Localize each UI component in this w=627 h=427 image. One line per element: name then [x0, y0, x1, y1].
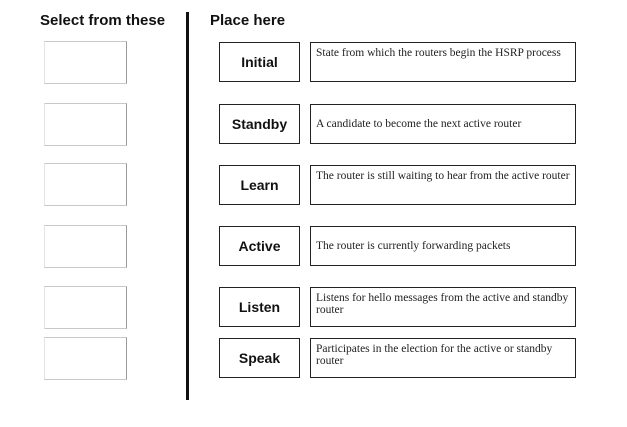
source-slot-3[interactable]	[44, 163, 127, 206]
source-heading: Select from these	[40, 12, 166, 29]
target-heading: Place here	[210, 12, 286, 29]
drag-item-listen[interactable]: Listen	[219, 287, 300, 327]
drag-item-speak[interactable]: Speak	[219, 338, 300, 378]
source-slot-4[interactable]	[44, 225, 127, 268]
description-initial: State from which the routers begin the HSRP process	[310, 42, 576, 82]
description-standby: A candidate to become the next active router	[310, 104, 576, 144]
description-active: The router is currently forwarding packets	[310, 226, 576, 266]
column-divider	[186, 12, 189, 400]
source-slot-1[interactable]	[44, 41, 127, 84]
source-slot-6[interactable]	[44, 337, 127, 380]
description-speak: Participates in the election for the active or standby router	[310, 338, 576, 378]
source-slot-5[interactable]	[44, 286, 127, 329]
source-slot-2[interactable]	[44, 103, 127, 146]
drag-item-active[interactable]: Active	[219, 226, 300, 266]
drag-item-learn[interactable]: Learn	[219, 165, 300, 205]
drag-item-standby[interactable]: Standby	[219, 104, 300, 144]
drag-item-initial[interactable]: Initial	[219, 42, 300, 82]
description-listen: Listens for hello messages from the active and standby router	[310, 287, 576, 327]
description-learn: The router is still waiting to hear from the active router	[310, 165, 576, 205]
